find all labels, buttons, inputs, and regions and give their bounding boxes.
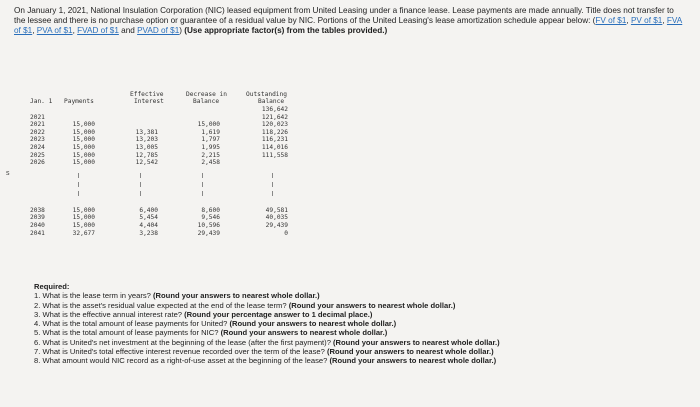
header-effective: Effective [130,91,164,98]
link-fv-of-1[interactable]: FV of $1 [595,16,627,26]
required-title: Required: [34,282,70,291]
cell-year: 2024 [30,143,45,151]
cell-interest: 6,400 [139,206,158,214]
header-jan1: Jan. 1 [30,98,53,105]
schedule-row [30,106,318,114]
intro-text: On January 1, 2021, National Insulation Corporation (NIC) leased equipment from United Leasing under a finance lease. Lease payments are made annually. Title does not transfer to the lessee and there is no purchase option or guarantee of a residual value by NIC. Portions of the United Leasing's lease amortization schedule appear below: ( [14,6,674,26]
question-item [34,347,674,356]
question-instruction: (Round your answers to nearest whole dollar.) [288,300,456,310]
question-instruction: (Round your answers to nearest whole dollar.) [329,356,497,366]
cell-decrease: 9,546 [201,214,220,222]
question-text: 6. What is United's net investment at the beginning of the lease (after the first payment)? [34,337,334,347]
cell-year: 2041 [30,229,45,237]
cell-balance: 118,226 [261,128,288,136]
link-pvad-of-1[interactable]: PVAD of $1 [137,26,180,36]
intro-instruction: (Use appropriate factor(s) from the tables provided.) [184,26,388,36]
question-instruction: (Round your percentage answer to 1 decimal place.) [184,309,373,319]
schedule-gap [30,167,318,207]
link-pva-of-1[interactable]: PVA of $1 [36,26,73,36]
cell-balance: 111,558 [261,151,288,159]
cell-payment: 15,000 [72,121,95,129]
cell-payment: 15,000 [72,143,95,151]
cell-payment: 15,000 [72,128,95,136]
question-text: 3. What is the effective annual interest rate? [34,309,185,319]
cell-balance: 116,231 [261,136,288,144]
schedule-row [30,214,318,222]
cell-year: 2021 [30,113,45,121]
cell-year: 2023 [30,136,45,144]
cell-decrease: 15,000 [197,121,220,129]
question-item [34,328,674,337]
cell-payment: 32,677 [72,229,95,237]
question-text: 8. What amount would NIC record as a right-of-use asset at the beginning of the lease? [34,356,330,366]
cell-interest: 13,203 [135,136,158,144]
link-pv-of-1[interactable]: PV of $1 [630,16,663,26]
question-item [34,310,674,319]
schedule-row [30,222,318,230]
problem-intro: On January 1, 2021, National Insulation Corporation (NIC) leased equipment from United Leasing under a finance lease. Lease payments are made annually. Title does not transfer to the lessee and there is no purchase option or guarantee of a residual value by NIC. Portions of the United Leasing's lease amortization schedule appear below: (FV of $1, PV of $1, FVA of $1, PVA of $1, FVAD of $1 and PVAD of $1) (Use appropriate factor(s) from the tables provided.) [14,6,683,36]
link-fvad-of-1[interactable]: FVAD of $1 [77,26,119,36]
schedule-row [30,114,318,122]
cell-interest: 12,785 [135,151,158,159]
cell-decrease: 2,215 [201,151,220,159]
question-text: 4. What is the total amount of lease payments for United? [34,319,230,329]
cell-interest: 12,542 [135,159,158,167]
cell-balance: 136,642 [261,106,288,113]
header-outstanding: Outstanding [246,91,287,98]
cell-year: 2039 [30,214,45,222]
cell-balance: 114,016 [261,143,288,151]
cell-interest: 13,381 [135,128,158,136]
cell-interest: 13,005 [135,143,158,151]
question-item [34,301,674,310]
cell-year: 2040 [30,221,45,229]
cell-interest: 5,454 [139,214,158,222]
cell-decrease: 8,600 [201,206,220,214]
cell-interest: 4,404 [139,221,158,229]
cell-decrease: 1,619 [201,128,220,136]
cell-decrease: 2,458 [201,159,220,167]
schedule-row [30,207,318,215]
schedule-row [30,152,318,160]
cell-balance: 0 [284,229,288,237]
cell-balance: 121,642 [261,113,288,121]
question-list [34,291,674,365]
question-item [34,319,674,328]
header-payments: Payments [64,98,94,105]
question-item [34,356,674,365]
question-text: 1. What is the lease term in years? [34,291,154,301]
question-instruction: (Round your answers to nearest whole dollar.) [326,347,494,357]
schedule-row [30,121,318,129]
schedule-row [30,159,318,167]
cell-year: 2022 [30,128,45,136]
cell-year: 2026 [30,159,45,167]
cell-payment: 15,000 [72,159,95,167]
cell-year: 2038 [30,206,45,214]
cell-payment: 15,000 [72,206,95,214]
header-balance: Balance [193,98,220,105]
cell-payment: 15,000 [72,151,95,159]
header-outstanding-balance: Balance [258,98,285,105]
question-text: 5. What is the total amount of lease payments for NIC? [34,328,221,338]
question-instruction: (Round your answers to nearest whole dollar.) [220,328,388,338]
cell-decrease: 29,439 [197,229,220,237]
cell-balance: 40,035 [265,214,288,222]
cell-payment: 15,000 [72,136,95,144]
header-decrease-in: Decrease in [186,91,227,98]
cell-balance: 120,023 [261,121,288,129]
question-instruction: (Round your answers to nearest whole dollar.) [229,319,397,329]
required-section [34,282,674,366]
question-item [34,291,674,300]
schedule-row [30,230,318,238]
question-text: 7. What is United's total effective interest revenue recorded over the term of the lease? [34,347,327,357]
cell-interest: 3,238 [139,229,158,237]
cell-payment: 15,000 [72,221,95,229]
link-fva-of-1[interactable]: FVA of $1 [14,16,683,36]
cell-decrease: 1,995 [201,143,220,151]
cell-year: 2025 [30,151,45,159]
question-instruction: (Round your answers to nearest whole dollar.) [153,291,320,301]
margin-mark: s [6,170,10,177]
question-item [34,338,674,347]
header-interest: Interest [134,98,164,105]
schedule-row [30,136,318,144]
schedule-row [30,129,318,137]
cell-balance: 49,581 [265,206,288,214]
cell-year: 2021 [30,121,45,129]
cell-balance: 29,439 [265,221,288,229]
cell-decrease: 10,596 [197,221,220,229]
question-text: 2. What is the asset's residual value expected at the end of the lease term? [34,300,289,310]
cell-decrease: 1,797 [201,136,220,144]
schedule-row [30,144,318,152]
amortization-schedule [30,88,318,237]
cell-payment: 15,000 [72,214,95,222]
question-instruction: (Round your answers to nearest whole dollar.) [333,337,500,347]
